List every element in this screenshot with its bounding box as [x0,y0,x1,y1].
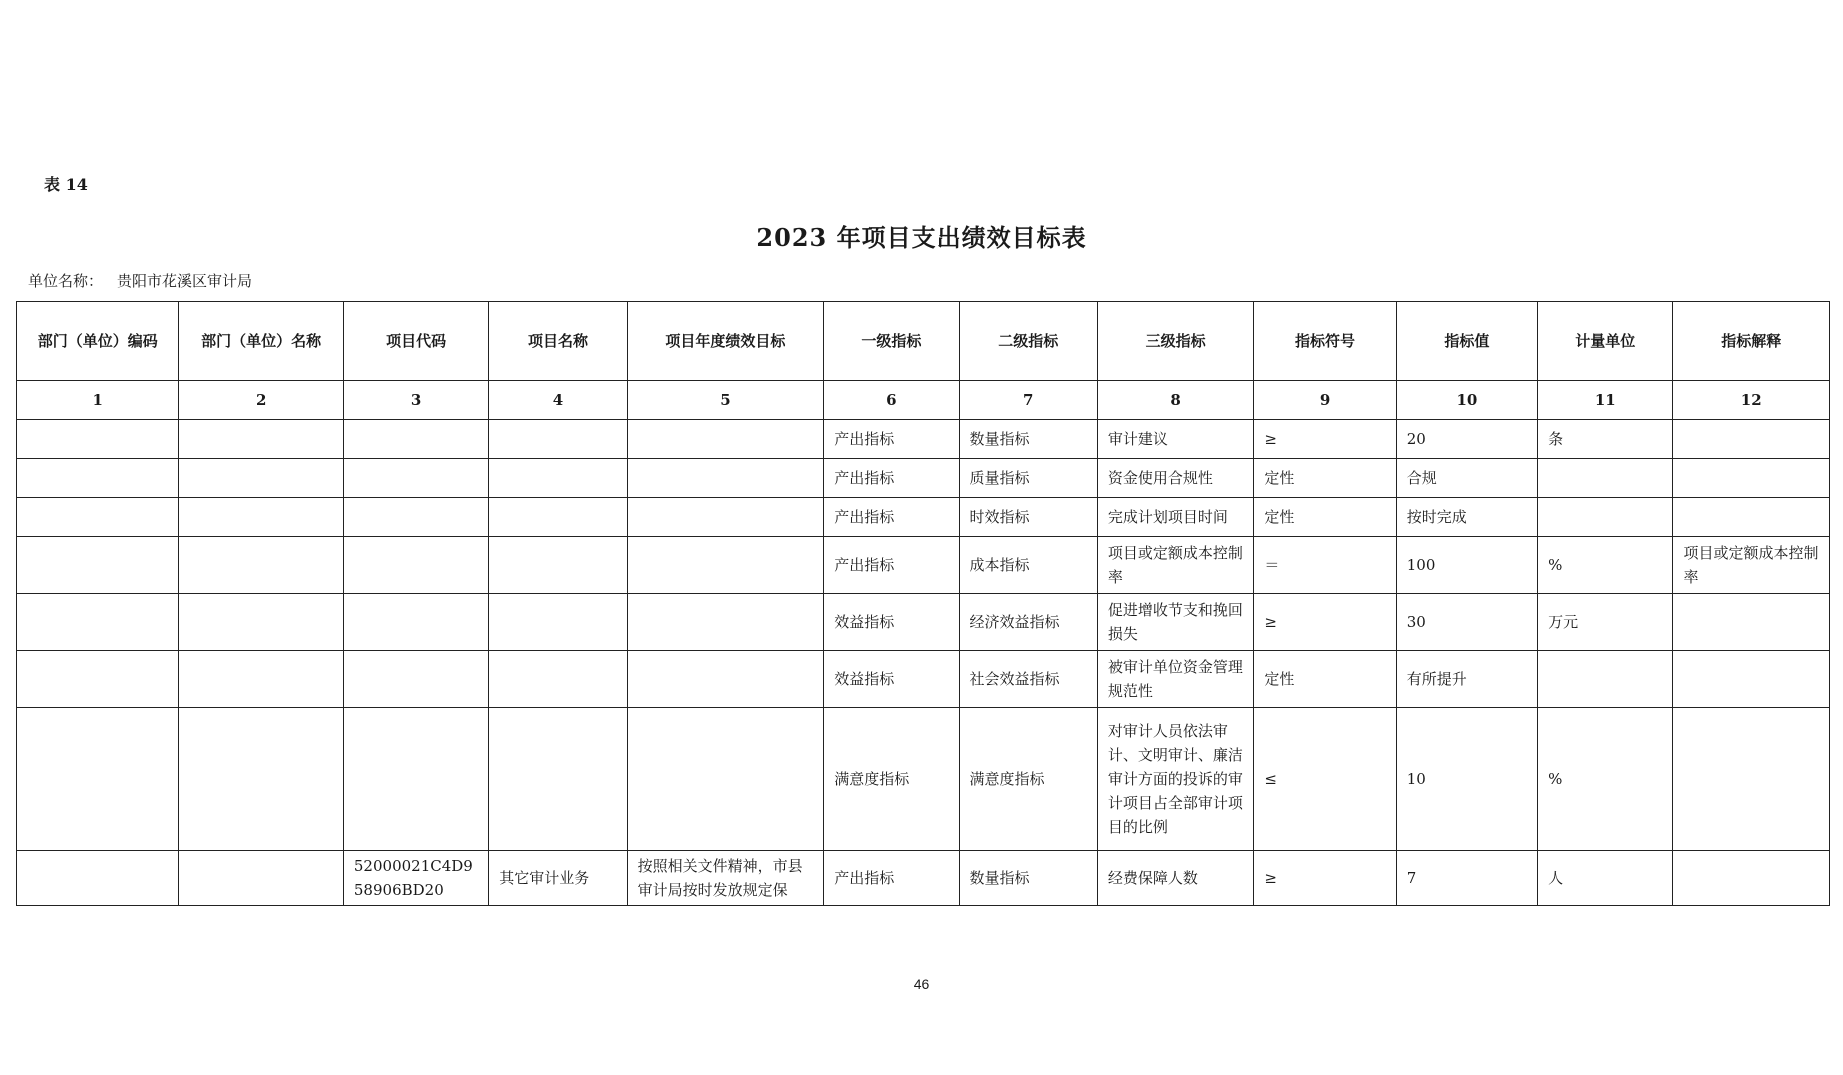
table-cell [1673,651,1830,708]
table-cell: 审计建议 [1097,420,1253,459]
column-number: 12 [1673,381,1830,420]
page-number: 46 [913,976,930,992]
table-cell: 万元 [1538,594,1673,651]
table-cell [627,498,824,537]
table-cell [17,651,179,708]
column-header: 部门（单位）编码 [17,302,179,381]
column-number: 9 [1254,381,1396,420]
table-cell: 对审计人员依法审计、文明审计、廉洁审计方面的投诉的审计项目占全部审计项目的比例 [1097,708,1253,851]
table-row [17,851,1830,906]
table-cell [627,537,824,594]
table-cell: 20 [1396,420,1537,459]
table-cell: ≥ [1254,420,1396,459]
column-number-row [17,381,1830,420]
table-cell [179,708,343,851]
column-header: 项目名称 [489,302,627,381]
table-cell: ≤ [1254,708,1396,851]
table-cell [1538,498,1673,537]
table-cell: ＝ [1254,537,1396,594]
table-cell: 经费保障人数 [1097,851,1253,906]
table-cell: 数量指标 [959,851,1097,906]
table-cell [343,459,488,498]
table-cell [1538,651,1673,708]
table-cell [489,708,627,851]
table-cell [489,420,627,459]
unit-line [28,270,252,291]
table-cell: 质量指标 [959,459,1097,498]
table-cell [627,651,824,708]
column-header: 指标解释 [1673,302,1830,381]
column-number: 6 [824,381,959,420]
table-cell: % [1538,708,1673,851]
table-cell: 满意度指标 [959,708,1097,851]
table-cell: 项目或定额成本控制率 [1097,537,1253,594]
table-cell: 按照相关文件精神，市县审计局按时发放规定保 [627,851,824,906]
table-cell: 7 [1396,851,1537,906]
table-cell [343,498,488,537]
table-row [17,594,1830,651]
table-cell: 项目或定额成本控制率 [1673,537,1830,594]
table-cell: 满意度指标 [824,708,959,851]
table-cell [17,594,179,651]
table-cell [1673,708,1830,851]
table-cell: 数量指标 [959,420,1097,459]
table-row [17,498,1830,537]
unit-name: 贵阳市花溪区审计局 [117,272,253,290]
column-number: 1 [17,381,179,420]
table-cell [343,537,488,594]
table-cell [17,851,179,906]
column-header: 二级指标 [959,302,1097,381]
column-header: 指标值 [1396,302,1537,381]
table-cell [627,459,824,498]
table-cell: 产出指标 [824,537,959,594]
table-cell [489,651,627,708]
column-number: 3 [343,381,488,420]
table-cell: 10 [1396,708,1537,851]
table-cell: 社会效益指标 [959,651,1097,708]
table-cell [489,537,627,594]
table-cell: 资金使用合规性 [1097,459,1253,498]
table-cell [627,708,824,851]
column-number: 7 [959,381,1097,420]
table-cell [179,651,343,708]
table-cell [179,420,343,459]
table-cell: 定性 [1254,651,1396,708]
table-cell: 有所提升 [1396,651,1537,708]
table-cell [179,851,343,906]
table-cell: 产出指标 [824,459,959,498]
table-cell: 产出指标 [824,420,959,459]
table-cell [343,651,488,708]
table-cell [343,420,488,459]
column-number: 5 [627,381,824,420]
table-cell: 产出指标 [824,498,959,537]
column-header: 一级指标 [824,302,959,381]
table-cell: 成本指标 [959,537,1097,594]
column-header: 计量单位 [1538,302,1673,381]
table-row [17,537,1830,594]
table-cell [489,459,627,498]
table-cell [17,498,179,537]
table-cell: ≥ [1254,594,1396,651]
table-row [17,420,1830,459]
column-number: 10 [1396,381,1537,420]
table-cell [1673,459,1830,498]
table-cell: 人 [1538,851,1673,906]
table-cell [17,420,179,459]
table-cell: ≥ [1254,851,1396,906]
table-cell: 定性 [1254,498,1396,537]
table-cell: 100 [1396,537,1537,594]
table-cell: 定性 [1254,459,1396,498]
table-cell [179,498,343,537]
table-cell [179,459,343,498]
column-header: 三级指标 [1097,302,1253,381]
performance-table [16,301,1830,906]
table-cell: 52000021C4D958906BD20 [343,851,488,906]
column-header: 部门（单位）名称 [179,302,343,381]
table-cell [627,594,824,651]
table-cell: 产出指标 [824,851,959,906]
table-cell [179,594,343,651]
table-header-row [17,302,1830,381]
table-label: 表 14 [44,175,88,194]
table-cell: % [1538,537,1673,594]
table-cell [343,708,488,851]
table-cell: 经济效益指标 [959,594,1097,651]
table-cell: 按时完成 [1396,498,1537,537]
table-cell [1673,420,1830,459]
table-cell [1673,498,1830,537]
column-header: 指标符号 [1254,302,1396,381]
column-header: 项目代码 [343,302,488,381]
column-number: 2 [179,381,343,420]
table-row [17,651,1830,708]
table-cell: 效益指标 [824,594,959,651]
table-cell [17,708,179,851]
table-row [17,708,1830,851]
table-cell: 完成计划项目时间 [1097,498,1253,537]
table-cell: 30 [1396,594,1537,651]
table-cell [1538,459,1673,498]
table-cell [1673,594,1830,651]
table-cell [17,459,179,498]
page-title: 2023 年项目支出绩效目标表 [756,223,1087,252]
unit-label: 单位名称： [28,272,104,290]
table-cell [489,594,627,651]
table-cell: 促进增收节支和挽回损失 [1097,594,1253,651]
table-cell: 合规 [1396,459,1537,498]
table-cell [343,594,488,651]
column-header: 项目年度绩效目标 [627,302,824,381]
table-cell [489,498,627,537]
column-number: 11 [1538,381,1673,420]
table-cell: 条 [1538,420,1673,459]
table-cell: 效益指标 [824,651,959,708]
table-cell: 被审计单位资金管理规范性 [1097,651,1253,708]
table-cell [17,537,179,594]
table-cell: 时效指标 [959,498,1097,537]
table-cell: 其它审计业务 [489,851,627,906]
table-cell [1673,851,1830,906]
column-number: 8 [1097,381,1253,420]
table-cell [627,420,824,459]
table-row [17,459,1830,498]
column-number: 4 [489,381,627,420]
table-cell [179,537,343,594]
